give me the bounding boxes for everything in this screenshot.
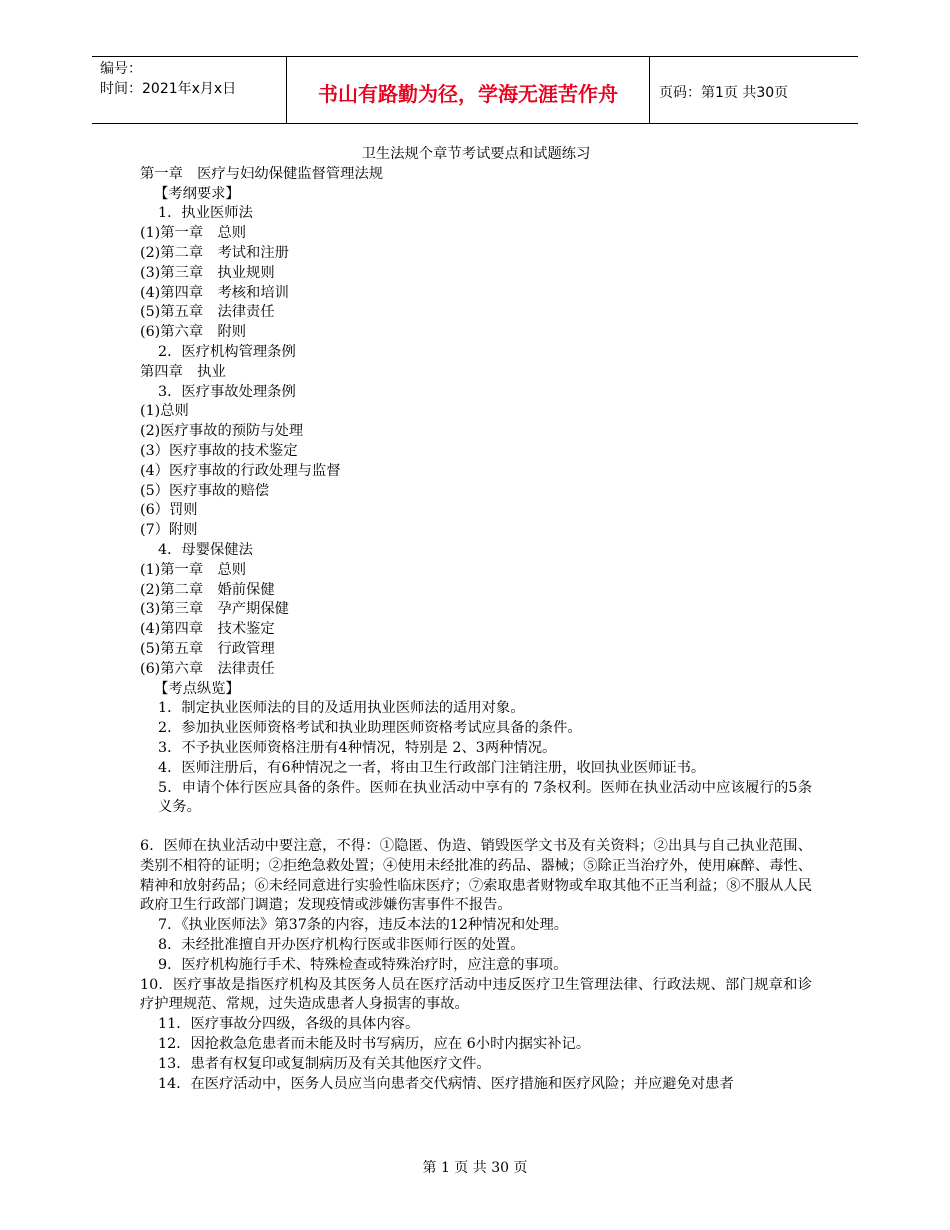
- law-item: 4．母婴保健法: [158, 541, 253, 558]
- key-point: 12．因抢救急危患者而未能及时书写病历，应在 6小时内据实补记。: [158, 1036, 591, 1053]
- list-item: (2)医疗事故的预防与处理: [140, 423, 304, 440]
- header-meta: [92, 57, 286, 123]
- page-footer: 第 1 页 共 30 页: [422, 1160, 528, 1176]
- key-point: 6．医师在执业活动中要注意，不得：①隐匿、伪造、销毁医学文书及有关资料；②出具与自己执业范围、类别不相符的证明；②拒绝急救处置；④使用未经批准的药品、器械；⑤除正当治疗外，使用麻醉、毒性、精神和放射药品；⑥未经同意进行实验性临床医疗；⑦索取患者财物或牟取其他不正当利益；⑧不服从人民政府卫生行政部门调遣；发现疫情或涉嫌伤害事件不报告。: [140, 838, 812, 914]
- key-point: 4．医师注册后，有6种情况之一者，将由卫生行政部门注销注册，收回执业医师证书。: [158, 759, 706, 776]
- law-item: 3．医疗事故处理条例: [158, 383, 296, 400]
- document-title: 卫生法规个章节考试要点和试题练习: [361, 146, 591, 162]
- list-item: (5）医疗事故的赔偿: [140, 482, 270, 499]
- list-item: (5)第五章 法律责任: [140, 304, 275, 321]
- list-item: (1)第一章 总则: [140, 561, 247, 578]
- key-point: 8．未经批准擅自开办医疗机构行医或非医师行医的处置。: [158, 937, 525, 954]
- list-item: 第四章 执业: [140, 363, 226, 380]
- list-item: (4）医疗事故的行政处理与监督: [140, 462, 341, 479]
- list-item: (3)第三章 孕产期保健: [140, 601, 289, 618]
- page-header: [92, 56, 858, 124]
- law-item: 2．医疗机构管理条例: [158, 343, 296, 360]
- section-heading: 【考点纵览】: [154, 680, 240, 697]
- list-item: (3）医疗事故的技术鉴定: [140, 442, 298, 459]
- paragraph-gap: [140, 818, 812, 837]
- list-item: (4)第四章 考核和培训: [140, 284, 289, 301]
- list-item: (7）附则: [140, 522, 198, 539]
- key-point: 3．不予执业医师资格注册有4种情况，特别是 2、3两种情况。: [158, 739, 557, 756]
- list-item: (2)第二章 婚前保健: [140, 581, 275, 598]
- list-item: (1)第一章 总则: [140, 225, 247, 242]
- key-point: 14．在医疗活动中，医务人员应当向患者交代病情、医疗措施和医疗风险；并应避免对患者: [158, 1075, 734, 1092]
- key-point: 5．申请个体行医应具备的条件。医师在执业活动中享有的 7条权利。医师在执业活动中应该履行的5条义务。: [158, 779, 812, 816]
- header-page-info: 页码：第1页 共30页: [659, 85, 789, 101]
- key-point: 1．制定执业医师法的目的及适用执业医师法的适用对象。: [158, 700, 525, 717]
- document-body: [140, 145, 812, 1094]
- list-item: (6)第六章 附则: [140, 324, 247, 341]
- chapter-heading: 第一章 医疗与妇幼保健监督管理法规: [140, 165, 384, 182]
- key-point: 13．患者有权复印或复制病历及有关其他医疗文件。: [158, 1055, 491, 1072]
- list-item: (4)第四章 技术鉴定: [140, 621, 275, 638]
- list-item: (6)第六章 法律责任: [140, 660, 275, 677]
- key-point: 10．医疗事故是指医疗机构及其医务人员在医疗活动中违反医疗卫生管理法律、行政法规、部门规章和诊疗护理规范、常规，过失造成患者人身损害的事故。: [140, 976, 812, 1013]
- list-item: (3)第三章 执业规则: [140, 264, 275, 281]
- number-label: 编号：: [100, 61, 142, 77]
- key-point: 7．《执业医师法》第37条的内容，违反本法的12种情况和处理。: [158, 917, 569, 934]
- key-point: 2．参加执业医师资格考试和执业助理医师资格考试应具备的条件。: [158, 720, 582, 737]
- key-point: 11．医疗事故分四级，各级的具体内容。: [158, 1016, 420, 1033]
- key-point: 9．医疗机构施行手术、特殊检查或特殊治疗时，应注意的事项。: [158, 956, 568, 973]
- header-motto: 书山有路勤为径，学海无涯苦作舟: [286, 57, 650, 123]
- law-item: 1．执业医师法: [158, 205, 253, 222]
- list-item: (6）罚则: [140, 502, 198, 519]
- time-label: 时间：2021年x月x日: [100, 81, 237, 97]
- list-item: (5)第五章 行政管理: [140, 640, 275, 657]
- list-item: (2)第二章 考试和注册: [140, 244, 289, 261]
- list-item: (1)总则: [140, 403, 189, 420]
- section-heading: 【考纲要求】: [154, 185, 240, 202]
